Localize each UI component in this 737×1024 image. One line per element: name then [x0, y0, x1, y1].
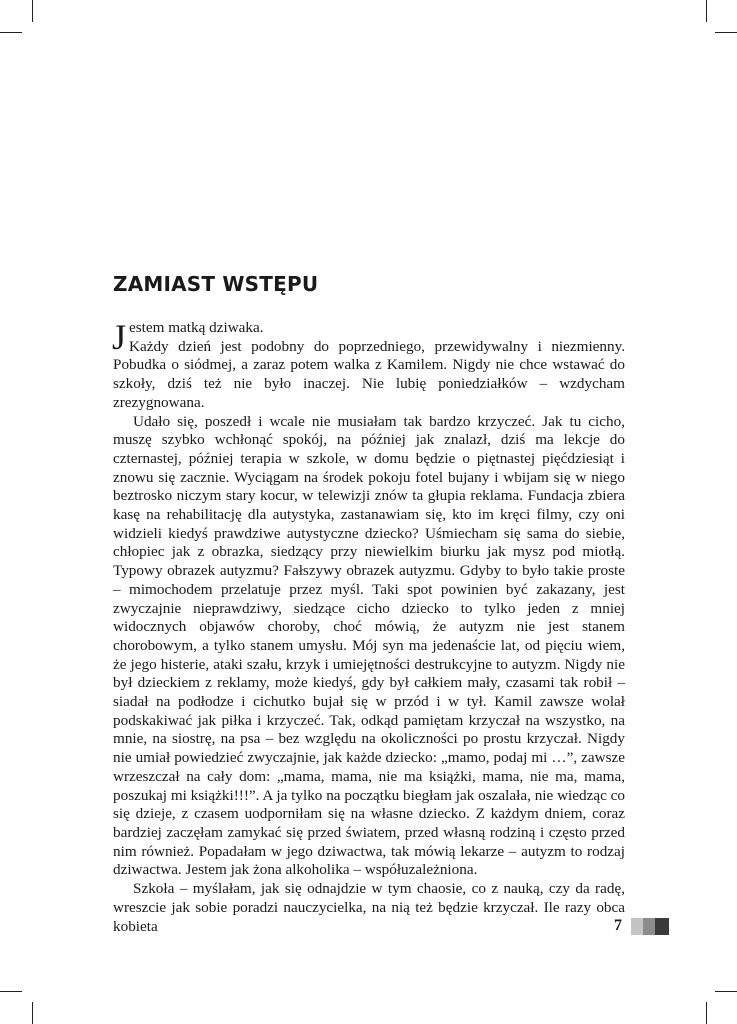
paragraph-opening-text: estem matką dziwaka. [129, 319, 264, 336]
page-number: 7 [614, 917, 622, 934]
chapter-heading: ZAMIAST WSTĘPU [113, 272, 319, 296]
crop-mark-bottom-right [706, 1002, 707, 1024]
paragraph: Udało się, poszedł i wcale nie musiałam tak bardzo krzyczeć. Jak tu cicho, muszę szybko wchłonąć spokój, na później jak znalazł, dziś ma lekcje do czternastej, później terapia w szkole, w domu będzie o piętnastej pięćdziesiąt i znowu się zacznie. Wyciągam na środek pokoju fotel bujany i wbijam się w niego beztrosko niczym stary kocur, w telewizji znów ta głupia reklama. Fundacja zbiera kasę na rehabilitację dla autystyka, zastanawiam się, kto im kręci filmy, czy oni widzieli kiedyś prawdziwe autystyczne dziecko? Uśmiecham się sama do siebie, chłopiec jak z obrazka, siedzący przy niewielkim biurku jak mysz pod miotłą. Typowy obrazek autyzmu? Fałszywy obrazek autyzmu. Gdyby to było takie proste – mimochodem przelatuje przez myśl. Taki spot powinien być zakazany, jest zwyczajnie nieprawdziwy, siedzące cicho dziecko to tylko jeden z mniej widocznych objawów choroby, choć mówią, że autyzm nie jest stanem chorobowym, a tylko stanem umysłu. Mój syn ma jedenaście lat, od pięciu wiem, że jego histerie, ataki szału, krzyk i umiejętności destrukcyjne to autyzm. Nigdy nie był dzieckiem z reklamy, może kiedyś, gdy był całkiem mały, czasami tak robił – siadał na podłodze i cichutko bujał się w przód i w tył. Kamil zawsze wolał podskakiwać jak piłka i krzyczeć. Tak, odkąd pamiętam krzyczał na wszystko, na mnie, na siostrę, na psa – bez względu na okoliczności po prostu krzyczał. Nigdy nie umiał powiedzieć zwyczajnie, jak każde dziecko: „mamo, podaj mi …”, zawsze wrzeszczał na cały dom: „mama, mama, nie ma książki, mama, nie ma, mama, poszukaj mi książki!!!”. A ja tylko na początku biegłam jak oszalała, nie wiedząc co się dzieje, z czasem uodporniłam się na własne dziecko. Z każdym dniem, coraz bardziej zaczęłam zamykać się przed światem, przed własną rodziną i często przed nim również. Popadałam w jego dziwactwa, tak mówią lekarze – autyzm to rodzaj dziwactwa. Jestem jak żona alkoholika – współuzależniona. [113, 412, 625, 879]
crop-mark-top-right [706, 0, 707, 22]
crop-mark-bottom-left-h [0, 991, 22, 992]
crop-mark-top-right-h [715, 32, 737, 33]
crop-mark-top-left [32, 0, 33, 22]
crop-mark-bottom-right-h [715, 991, 737, 992]
page-marker-mid [643, 918, 655, 935]
page-marker-light [631, 918, 643, 935]
paragraph-opening [112, 317, 625, 357]
crop-mark-bottom-left [32, 1002, 33, 1024]
body-text [113, 319, 625, 936]
paragraph: Szkoła – myślałam, jak się odnajdzie w tym chaosie, co z nauką, czy da radę, wreszcie jak sobie poradzi nauczycielka, na nią też będzie krzyczał. Ile razy obca kobieta [113, 880, 625, 935]
page-marker-dark [655, 918, 669, 935]
crop-mark-top-left-h [0, 32, 22, 33]
paragraph: Każdy dzień jest podobny do poprzedniego, przewidywalny i niezmienny. Pobudka o siódmej, a zaraz potem walka z Kamilem. Nigdy nie chce wstawać do szkoły, dziś też nie było inaczej. Nie lubię poniedziałków – wzdycham zrezygnowana. [113, 337, 625, 411]
drop-cap: J [112, 317, 127, 357]
